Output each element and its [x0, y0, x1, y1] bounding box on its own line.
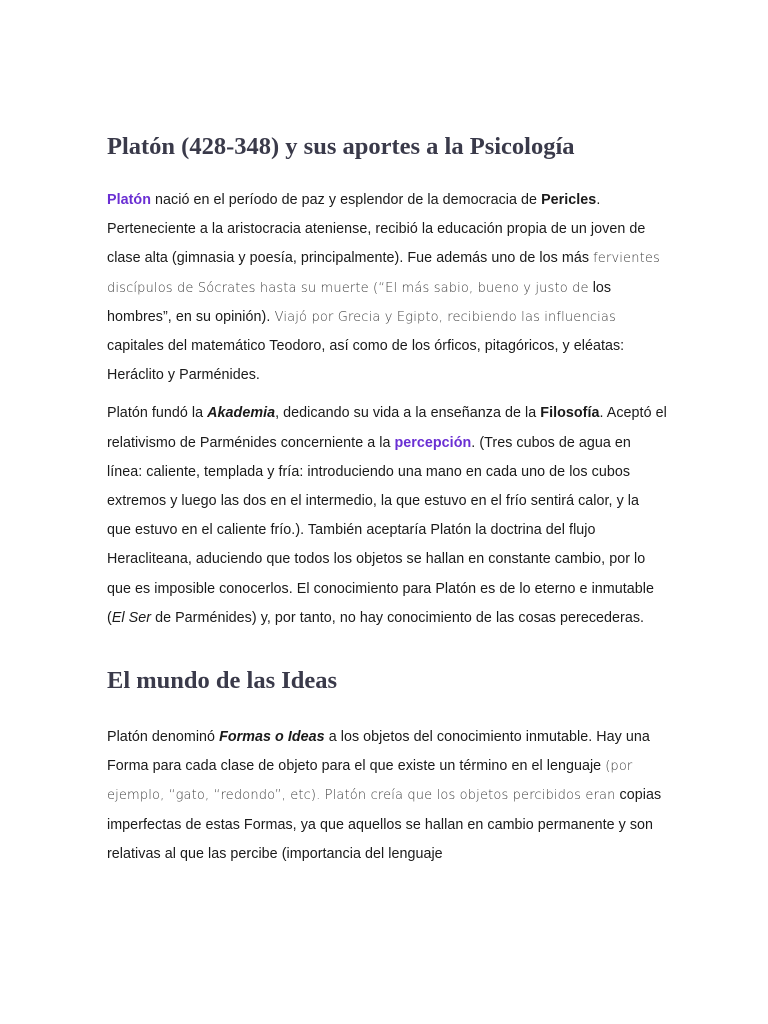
page-title: Platón (428-348) y sus aportes a la Psicología — [107, 133, 575, 160]
el-ser-term: El Ser — [111, 609, 152, 626]
akademia-term: Akademia — [207, 405, 276, 422]
paragraph-text: . Perteneciente a la aristocracia ateniense, recibió la educación propia de un joven de clase alta (gimnasia y poesía, principalmente). Fue además uno de los más — [107, 192, 646, 267]
pericles-term: Pericles — [541, 192, 597, 208]
paragraph-text-light: Viajó por Grecia y Egipto, recibiendo las influencias — [270, 309, 616, 325]
paragraph-intro — [107, 186, 667, 390]
paragraph-text: los hombres”, en su opinión). — [107, 279, 612, 325]
paragraph-text: Platón fundó la — [107, 405, 208, 422]
filosofia-term: Filosofía — [540, 405, 600, 422]
paragraph-text: nació en el período de paz y esplendor de la democracia de — [151, 192, 542, 208]
section-heading: El mundo de las Ideas — [107, 667, 338, 695]
paragraph-text: Platón denominó — [107, 729, 220, 746]
platon-link[interactable]: Platón — [107, 192, 151, 208]
paragraph-text-light: (por ejemplo, “gato, “redondo”, etc). Platón creía que los objetos percibidos eran — [107, 759, 633, 804]
paragraph-text: , dedicando su vida a la enseñanza de la — [275, 405, 541, 422]
paragraph-text: a los objetos del conocimiento inmutable. Hay una Forma para cada clase de objeto para el que existe un término en el lenguaje — [107, 729, 650, 775]
paragraph-text: . (Tres cubos de agua en línea: caliente, templada y fría: introduciendo una mano en cada uno de los cubos extremos y luego las dos en el intermedio, la que estuvo en el frío sentirá calor, y la que estuvo en el caliente frío.). También aceptaría Platón la doctrina del flujo Heracliteana, aduciendo que todos los objetos se hallan en constante cambio, por lo que es imposible conocerlos. El conocimiento para Platón es de lo eterno e inmutable ( — [107, 434, 655, 626]
paragraph-formas — [107, 723, 667, 869]
paragraph-text: de Parménides) y, por tanto, no hay conocimiento de las cosas perecederas. — [151, 609, 645, 626]
paragraph-text: capitales del matemático Teodoro, así como de los órficos, pitagóricos, y eléatas: Heráclito y Parménides. — [107, 338, 625, 384]
formas-term: Formas o Ideas — [219, 729, 325, 746]
paragraph-text-light: fervientes discípulos de Sócrates hasta su muerte (“El más sabio, bueno y justo de — [107, 251, 660, 296]
paragraph-akademia — [107, 399, 667, 633]
percepcion-link[interactable]: percepción — [394, 434, 472, 451]
paragraph-text: copias imperfectas de estas Formas, ya que aquellos se hallan en cambio permanente y son relativas al que las percibe (importancia del lenguaje — [107, 787, 662, 862]
paragraph-text: . Aceptó el relativismo de Parménides concerniente a la — [107, 405, 667, 451]
document-body — [107, 130, 667, 869]
